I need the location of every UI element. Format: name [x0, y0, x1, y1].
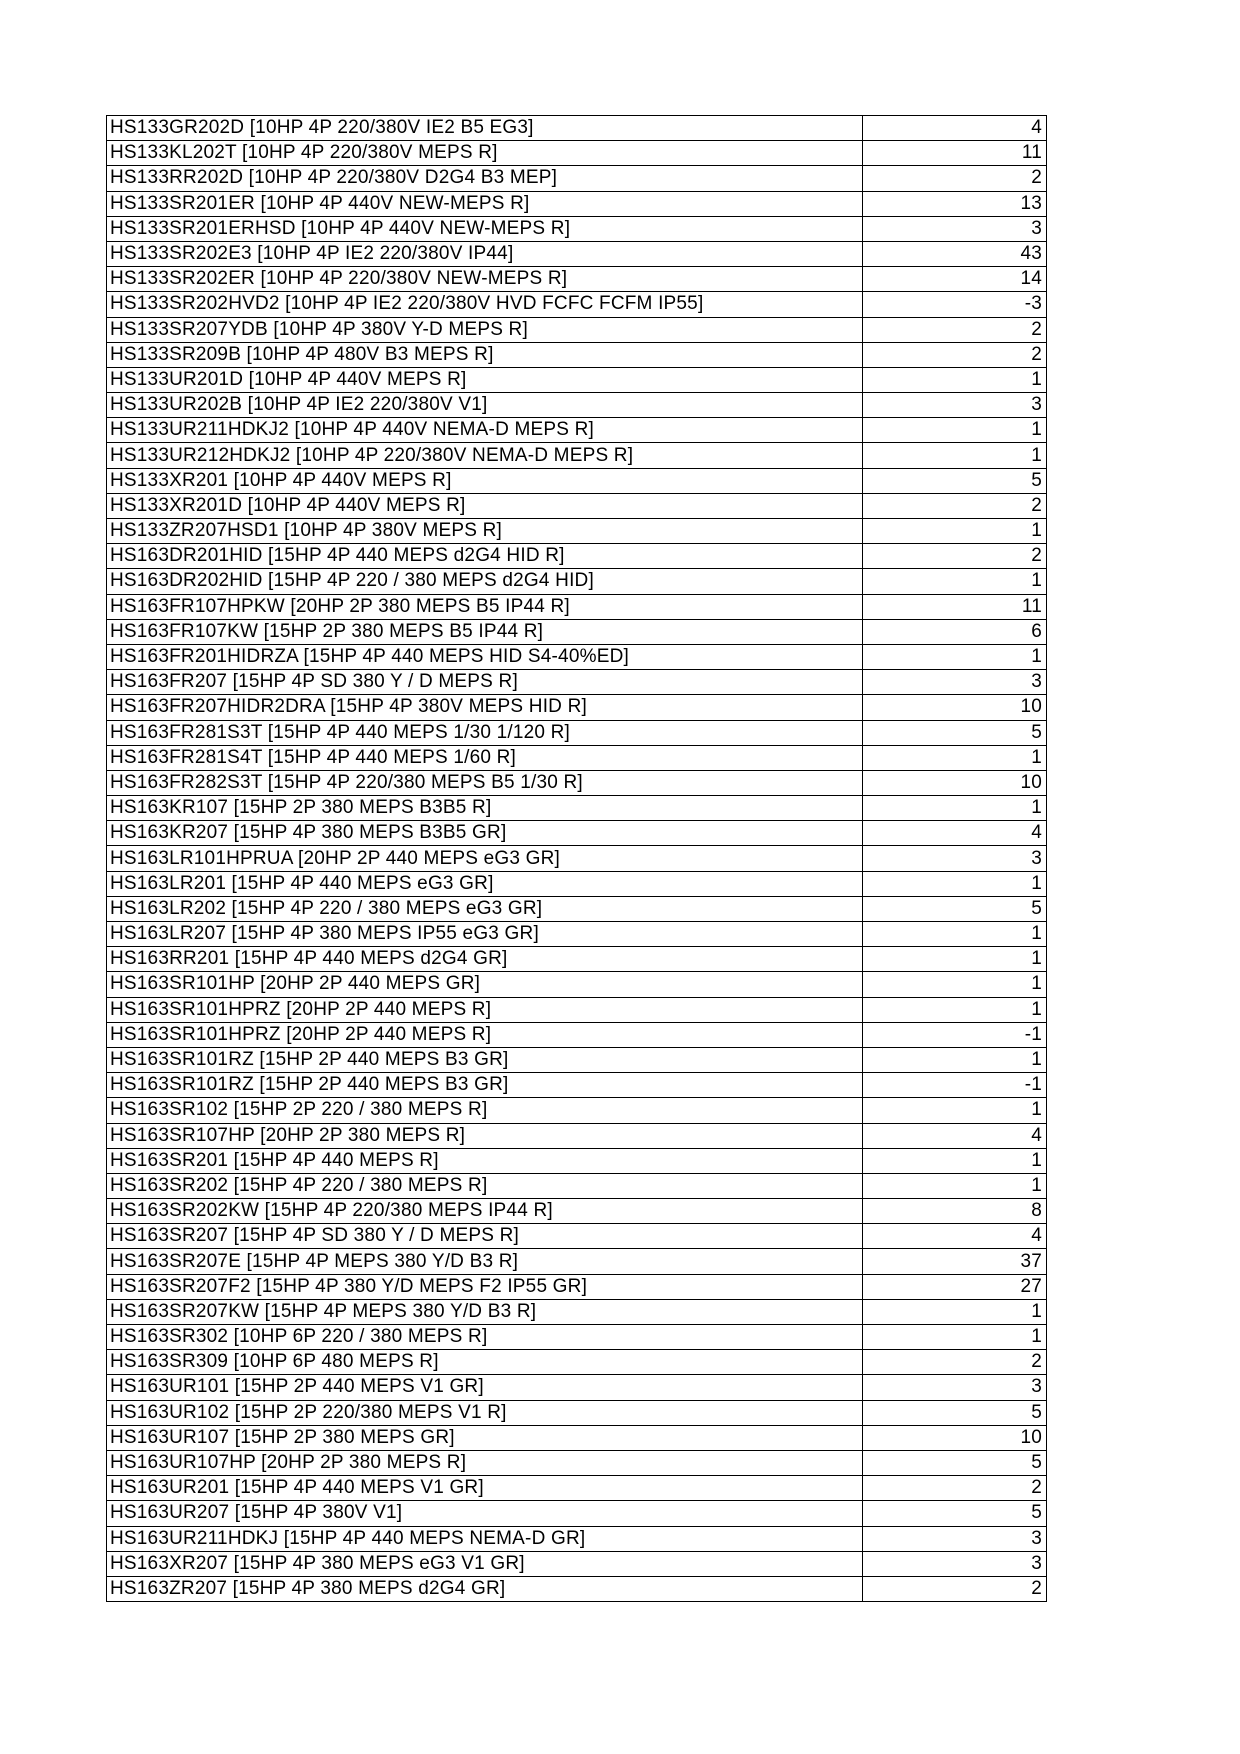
- product-description-cell: HS163UR211HDKJ [15HP 4P 440 MEPS NEMA-D GR]: [107, 1526, 863, 1551]
- quantity-cell: 1: [863, 745, 1047, 770]
- product-description-cell: HS163UR107 [15HP 2P 380 MEPS GR]: [107, 1425, 863, 1450]
- quantity-cell: 1: [863, 997, 1047, 1022]
- table-row: [107, 1299, 1047, 1324]
- product-description-cell: HS133SR202ER [10HP 4P 220/380V NEW-MEPS R]: [107, 267, 863, 292]
- product-description-cell: HS133UR202B [10HP 4P IE2 220/380V V1]: [107, 393, 863, 418]
- product-description-cell: HS133ZR207HSD1 [10HP 4P 380V MEPS R]: [107, 519, 863, 544]
- table-row: [107, 292, 1047, 317]
- quantity-cell: 2: [863, 1576, 1047, 1601]
- product-description-cell: HS163SR207E [15HP 4P MEPS 380 Y/D B3 R]: [107, 1249, 863, 1274]
- quantity-cell: 2: [863, 493, 1047, 518]
- product-description-cell: HS163UR107HP [20HP 2P 380 MEPS R]: [107, 1450, 863, 1475]
- product-description-cell: HS163FR207 [15HP 4P SD 380 Y / D MEPS R]: [107, 670, 863, 695]
- quantity-cell: 4: [863, 116, 1047, 141]
- product-description-cell: HS163SR202 [15HP 4P 220 / 380 MEPS R]: [107, 1173, 863, 1198]
- product-description-cell: HS133RR202D [10HP 4P 220/380V D2G4 B3 MEP]: [107, 166, 863, 191]
- table-row: [107, 418, 1047, 443]
- table-row: [107, 317, 1047, 342]
- quantity-cell: 2: [863, 1350, 1047, 1375]
- quantity-cell: 5: [863, 1400, 1047, 1425]
- product-description-cell: HS133SR202E3 [10HP 4P IE2 220/380V IP44]: [107, 241, 863, 266]
- quantity-cell: 1: [863, 418, 1047, 443]
- quantity-cell: 3: [863, 393, 1047, 418]
- quantity-cell: 1: [863, 922, 1047, 947]
- quantity-cell: 1: [863, 796, 1047, 821]
- product-description-cell: HS163UR101 [15HP 2P 440 MEPS V1 GR]: [107, 1375, 863, 1400]
- quantity-cell: 1: [863, 1299, 1047, 1324]
- quantity-cell: 1: [863, 443, 1047, 468]
- product-description-cell: HS163UR201 [15HP 4P 440 MEPS V1 GR]: [107, 1476, 863, 1501]
- table-row: [107, 519, 1047, 544]
- quantity-cell: 43: [863, 241, 1047, 266]
- table-row: [107, 1526, 1047, 1551]
- product-description-cell: HS133GR202D [10HP 4P 220/380V IE2 B5 EG3]: [107, 116, 863, 141]
- product-description-cell: HS163XR207 [15HP 4P 380 MEPS eG3 V1 GR]: [107, 1551, 863, 1576]
- product-description-cell: HS163LR207 [15HP 4P 380 MEPS IP55 eG3 GR]: [107, 922, 863, 947]
- table-row: [107, 443, 1047, 468]
- table-row: [107, 191, 1047, 216]
- inventory-table: [106, 115, 1047, 1602]
- product-description-cell: HS133UR201D [10HP 4P 440V MEPS R]: [107, 367, 863, 392]
- product-description-cell: HS133SR209B [10HP 4P 480V B3 MEPS R]: [107, 342, 863, 367]
- table-row: [107, 619, 1047, 644]
- product-description-cell: HS163SR101HPRZ [20HP 2P 440 MEPS R]: [107, 1022, 863, 1047]
- quantity-cell: 1: [863, 1098, 1047, 1123]
- product-description-cell: HS163SR107HP [20HP 2P 380 MEPS R]: [107, 1123, 863, 1148]
- table-row: [107, 393, 1047, 418]
- table-row: [107, 796, 1047, 821]
- product-description-cell: HS133XR201D [10HP 4P 440V MEPS R]: [107, 493, 863, 518]
- quantity-cell: 5: [863, 896, 1047, 921]
- table-row: [107, 1173, 1047, 1198]
- quantity-cell: 11: [863, 141, 1047, 166]
- table-row: [107, 922, 1047, 947]
- product-description-cell: HS163UR207 [15HP 4P 380V V1]: [107, 1501, 863, 1526]
- quantity-cell: 4: [863, 1123, 1047, 1148]
- quantity-cell: 2: [863, 342, 1047, 367]
- quantity-cell: -1: [863, 1022, 1047, 1047]
- quantity-cell: 2: [863, 544, 1047, 569]
- table-row: [107, 695, 1047, 720]
- product-description-cell: HS163LR201 [15HP 4P 440 MEPS eG3 GR]: [107, 871, 863, 896]
- table-row: [107, 644, 1047, 669]
- quantity-cell: 6: [863, 619, 1047, 644]
- table-row: [107, 216, 1047, 241]
- product-description-cell: HS133UR211HDKJ2 [10HP 4P 440V NEMA-D MEPS R]: [107, 418, 863, 443]
- table-row: [107, 821, 1047, 846]
- table-row: [107, 1576, 1047, 1601]
- quantity-cell: 13: [863, 191, 1047, 216]
- table-row: [107, 1425, 1047, 1450]
- table-row: [107, 241, 1047, 266]
- product-description-cell: HS163SR201 [15HP 4P 440 MEPS R]: [107, 1148, 863, 1173]
- table-row: [107, 1325, 1047, 1350]
- product-description-cell: HS133SR201ER [10HP 4P 440V NEW-MEPS R]: [107, 191, 863, 216]
- inventory-table-body: [107, 116, 1047, 1602]
- product-description-cell: HS163FR207HIDR2DRA [15HP 4P 380V MEPS HID R]: [107, 695, 863, 720]
- quantity-cell: 14: [863, 267, 1047, 292]
- quantity-cell: 3: [863, 1526, 1047, 1551]
- quantity-cell: 1: [863, 871, 1047, 896]
- table-row: [107, 342, 1047, 367]
- quantity-cell: 1: [863, 972, 1047, 997]
- table-row: [107, 947, 1047, 972]
- table-row: [107, 569, 1047, 594]
- product-description-cell: HS163SR101RZ [15HP 2P 440 MEPS B3 GR]: [107, 1073, 863, 1098]
- table-row: [107, 846, 1047, 871]
- quantity-cell: 1: [863, 1047, 1047, 1072]
- quantity-cell: 10: [863, 695, 1047, 720]
- table-row: [107, 141, 1047, 166]
- table-row: [107, 670, 1047, 695]
- product-description-cell: HS163KR107 [15HP 2P 380 MEPS B3B5 R]: [107, 796, 863, 821]
- table-row: [107, 468, 1047, 493]
- table-row: [107, 871, 1047, 896]
- quantity-cell: -1: [863, 1073, 1047, 1098]
- table-row: [107, 1098, 1047, 1123]
- quantity-cell: 2: [863, 166, 1047, 191]
- product-description-cell: HS163FR281S4T [15HP 4P 440 MEPS 1/60 R]: [107, 745, 863, 770]
- product-description-cell: HS163SR202KW [15HP 4P 220/380 MEPS IP44 R]: [107, 1199, 863, 1224]
- product-description-cell: HS163DR202HID [15HP 4P 220 / 380 MEPS d2G4 HID]: [107, 569, 863, 594]
- quantity-cell: 2: [863, 317, 1047, 342]
- product-description-cell: HS133SR207YDB [10HP 4P 380V Y-D MEPS R]: [107, 317, 863, 342]
- quantity-cell: 1: [863, 947, 1047, 972]
- inventory-sheet: [106, 115, 1042, 1602]
- quantity-cell: -3: [863, 292, 1047, 317]
- product-description-cell: HS163SR101RZ [15HP 2P 440 MEPS B3 GR]: [107, 1047, 863, 1072]
- quantity-cell: 10: [863, 770, 1047, 795]
- table-row: [107, 1551, 1047, 1576]
- table-row: [107, 166, 1047, 191]
- quantity-cell: 11: [863, 594, 1047, 619]
- quantity-cell: 3: [863, 216, 1047, 241]
- product-description-cell: HS163FR201HIDRZA [15HP 4P 440 MEPS HID S4-40%ED]: [107, 644, 863, 669]
- table-row: [107, 493, 1047, 518]
- table-row: [107, 1274, 1047, 1299]
- quantity-cell: 3: [863, 1551, 1047, 1576]
- product-description-cell: HS163SR101HPRZ [20HP 2P 440 MEPS R]: [107, 997, 863, 1022]
- product-description-cell: HS163RR201 [15HP 4P 440 MEPS d2G4 GR]: [107, 947, 863, 972]
- table-row: [107, 1148, 1047, 1173]
- quantity-cell: 5: [863, 468, 1047, 493]
- product-description-cell: HS163FR281S3T [15HP 4P 440 MEPS 1/30 1/120 R]: [107, 720, 863, 745]
- quantity-cell: 1: [863, 367, 1047, 392]
- product-description-cell: HS163UR102 [15HP 2P 220/380 MEPS V1 R]: [107, 1400, 863, 1425]
- table-row: [107, 1249, 1047, 1274]
- quantity-cell: 1: [863, 1148, 1047, 1173]
- table-row: [107, 972, 1047, 997]
- product-description-cell: HS133UR212HDKJ2 [10HP 4P 220/380V NEMA-D MEPS R]: [107, 443, 863, 468]
- product-description-cell: HS163SR207F2 [15HP 4P 380 Y/D MEPS F2 IP55 GR]: [107, 1274, 863, 1299]
- table-row: [107, 997, 1047, 1022]
- table-row: [107, 594, 1047, 619]
- quantity-cell: 1: [863, 519, 1047, 544]
- quantity-cell: 37: [863, 1249, 1047, 1274]
- table-row: [107, 367, 1047, 392]
- quantity-cell: 2: [863, 1476, 1047, 1501]
- quantity-cell: 1: [863, 569, 1047, 594]
- product-description-cell: HS133KL202T [10HP 4P 220/380V MEPS R]: [107, 141, 863, 166]
- product-description-cell: HS163SR207KW [15HP 4P MEPS 380 Y/D B3 R]: [107, 1299, 863, 1324]
- quantity-cell: 8: [863, 1199, 1047, 1224]
- product-description-cell: HS133SR201ERHSD [10HP 4P 440V NEW-MEPS R]: [107, 216, 863, 241]
- quantity-cell: 3: [863, 1375, 1047, 1400]
- product-description-cell: HS163FR107HPKW [20HP 2P 380 MEPS B5 IP44 R]: [107, 594, 863, 619]
- table-row: [107, 1476, 1047, 1501]
- product-description-cell: HS163SR207 [15HP 4P SD 380 Y / D MEPS R]: [107, 1224, 863, 1249]
- quantity-cell: 4: [863, 821, 1047, 846]
- table-row: [107, 1047, 1047, 1072]
- quantity-cell: 10: [863, 1425, 1047, 1450]
- table-row: [107, 720, 1047, 745]
- table-row: [107, 1350, 1047, 1375]
- product-description-cell: HS133XR201 [10HP 4P 440V MEPS R]: [107, 468, 863, 493]
- table-row: [107, 1022, 1047, 1047]
- quantity-cell: 5: [863, 720, 1047, 745]
- product-description-cell: HS163SR101HP [20HP 2P 440 MEPS GR]: [107, 972, 863, 997]
- table-row: [107, 770, 1047, 795]
- quantity-cell: 5: [863, 1501, 1047, 1526]
- table-row: [107, 1123, 1047, 1148]
- quantity-cell: 1: [863, 1173, 1047, 1198]
- quantity-cell: 1: [863, 1325, 1047, 1350]
- table-row: [107, 1375, 1047, 1400]
- table-row: [107, 745, 1047, 770]
- quantity-cell: 3: [863, 846, 1047, 871]
- product-description-cell: HS163LR202 [15HP 4P 220 / 380 MEPS eG3 GR]: [107, 896, 863, 921]
- table-row: [107, 1400, 1047, 1425]
- table-row: [107, 1450, 1047, 1475]
- quantity-cell: 4: [863, 1224, 1047, 1249]
- product-description-cell: HS163KR207 [15HP 4P 380 MEPS B3B5 GR]: [107, 821, 863, 846]
- table-row: [107, 1199, 1047, 1224]
- table-row: [107, 544, 1047, 569]
- quantity-cell: 3: [863, 670, 1047, 695]
- table-row: [107, 267, 1047, 292]
- table-row: [107, 1501, 1047, 1526]
- table-row: [107, 896, 1047, 921]
- table-row: [107, 116, 1047, 141]
- product-description-cell: HS163DR201HID [15HP 4P 440 MEPS d2G4 HID R]: [107, 544, 863, 569]
- product-description-cell: HS163SR302 [10HP 6P 220 / 380 MEPS R]: [107, 1325, 863, 1350]
- product-description-cell: HS133SR202HVD2 [10HP 4P IE2 220/380V HVD FCFC FCFM IP55]: [107, 292, 863, 317]
- product-description-cell: HS163ZR207 [15HP 4P 380 MEPS d2G4 GR]: [107, 1576, 863, 1601]
- table-row: [107, 1224, 1047, 1249]
- quantity-cell: 1: [863, 644, 1047, 669]
- product-description-cell: HS163FR282S3T [15HP 4P 220/380 MEPS B5 1/30 R]: [107, 770, 863, 795]
- product-description-cell: HS163LR101HPRUA [20HP 2P 440 MEPS eG3 GR]: [107, 846, 863, 871]
- quantity-cell: 27: [863, 1274, 1047, 1299]
- product-description-cell: HS163SR309 [10HP 6P 480 MEPS R]: [107, 1350, 863, 1375]
- table-row: [107, 1073, 1047, 1098]
- quantity-cell: 5: [863, 1450, 1047, 1475]
- product-description-cell: HS163FR107KW [15HP 2P 380 MEPS B5 IP44 R]: [107, 619, 863, 644]
- product-description-cell: HS163SR102 [15HP 2P 220 / 380 MEPS R]: [107, 1098, 863, 1123]
